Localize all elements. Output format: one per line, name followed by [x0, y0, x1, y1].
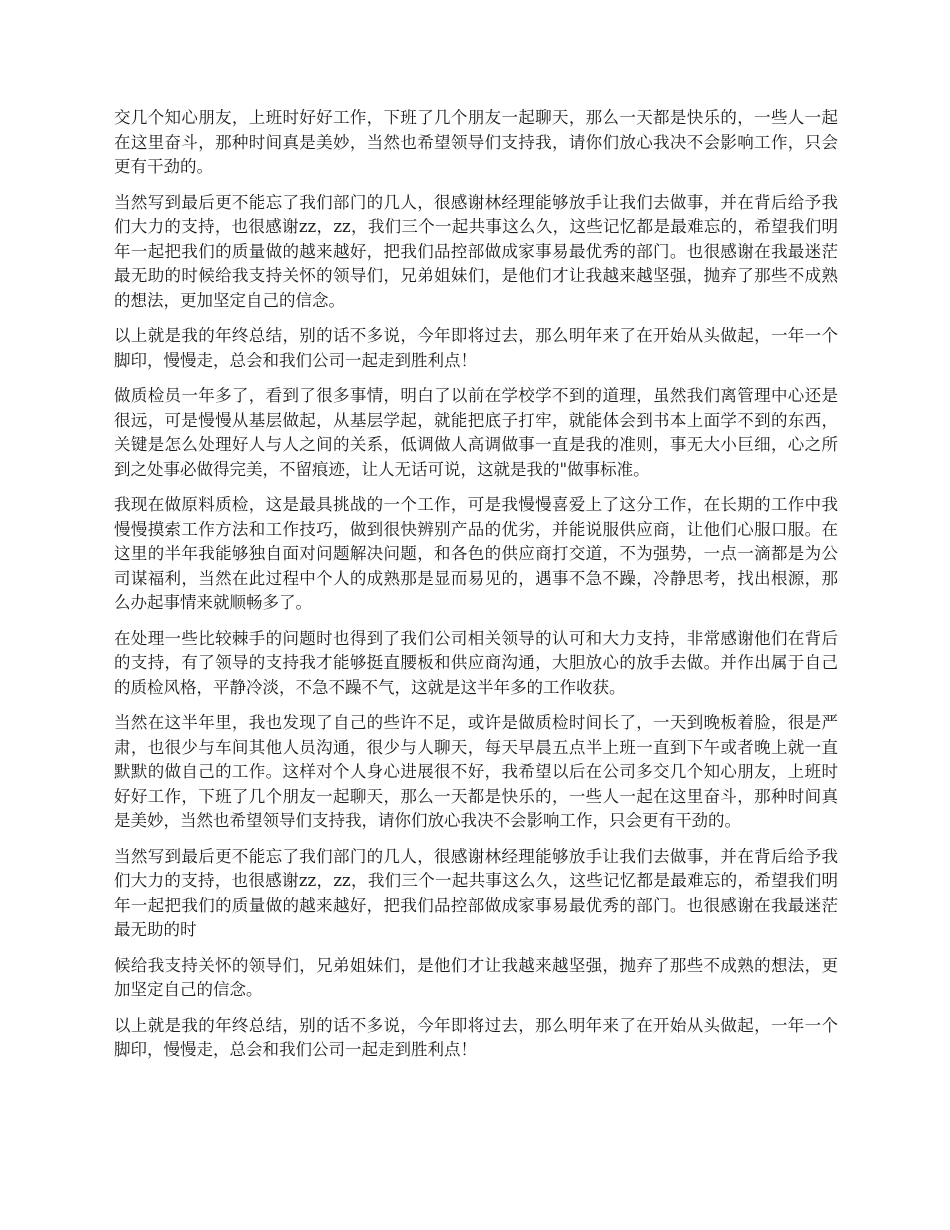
paragraph-3: 以上就是我的年终总结，别的话不多说，今年即将过去，那么明年来了在开始从头做起，一年一个脚印，慢慢走，总会和我们公司一起走到胜利点！ — [114, 326, 838, 370]
paragraph-9: 候给我支持关怀的领导们，兄弟姐妹们，是他们才让我越来越坚强，抛弃了那些不成熟的想法，更加坚定自己的信念。 — [114, 955, 838, 999]
paragraph-4: 做质检员一年多了，看到了很多事情，明白了以前在学校学不到的道理，虽然我们离管理中心还是很远，可是慢慢从基层做起，从基层学起，就能把底子打牢，就能体会到书本上面学不到的东西，关键是怎么处理好人与人之间的关系，低调做人高调做事一直是我的准则，事无大小巨细，心之所到之处事必做得完美，不留痕迹，让人无话可说，这就是我的"做事标准。 — [114, 386, 838, 479]
paragraph-1: 交几个知心朋友，上班时好好工作，下班了几个朋友一起聊天，那么一天都是快乐的，一些人一起在这里奋斗，那种时间真是美妙，当然也希望领导们支持我，请你们放心我决不会影响工作，只会更有干劲的。 — [114, 108, 838, 176]
paragraph-8: 当然写到最后更不能忘了我们部门的几人，很感谢林经理能够放手让我们去做事，并在背后给予我们大力的支持，也很感谢zz，zz，我们三个一起共事这么久，这些记忆都是最难忘的，希望我们明年一起把我们的质量做的越来越好，把我们品控部做成家事易最优秀的部门。也很感谢在我最迷茫最无助的时 — [114, 846, 838, 939]
document-body — [114, 106, 838, 1074]
paragraph-2: 当然写到最后更不能忘了我们部门的几人，很感谢林经理能够放手让我们去做事，并在背后给予我们大力的支持，也很感谢zz，zz，我们三个一起共事这么久，这些记忆都是最难忘的，希望我们明年一起把我们的质量做的越来越好，把我们品控部做成家事易最优秀的部门。也很感谢在我最迷茫最无助的时候给我支持关怀的领导们，兄弟姐妹们，是他们才让我越来越坚强，抛弃了那些不成熟的想法，更加坚定自己的信念。 — [114, 192, 838, 310]
paragraph-10: 以上就是我的年终总结，别的话不多说，今年即将过去，那么明年来了在开始从头做起，一年一个脚印，慢慢走，总会和我们公司一起走到胜利点！ — [114, 1015, 838, 1059]
paragraph-5: 我现在做原料质检，这是最具挑战的一个工作，可是我慢慢喜爱上了这分工作，在长期的工作中我慢慢摸索工作方法和工作技巧，做到很快辨别产品的优劣，并能说服供应商，让他们心服口服。在这里的半年我能够独自面对问题解决问题，和各色的供应商打交道，不为强势，一点一滴都是为公司谋福利，当然在此过程中个人的成熟那是显而易见的，遇事不急不躁，冷静思考，找出根源，那么办起事情来就顺畅多了。 — [114, 495, 838, 612]
paragraph-7: 当然在这半年里，我也发现了自己的些许不足，或许是做质检时间长了，一天到晚板着脸，很是严肃，也很少与车间其他人员沟通，很少与人聊天，每天早晨五点半上班一直到下午或者晚上就一直默默的做自己的工作。这样对个人身心进展很不好，我希望以后在公司多交几个知心朋友，上班时好好工作，下班了几个朋友一起聊天，那么一天都是快乐的，一些人一起在这里奋斗，那种时间真是美妙，当然也希望领导们支持我，请你们放心我决不会影响工作，只会更有干劲的。 — [114, 713, 838, 830]
paragraph-6: 在处理一些比较棘手的问题时也得到了我们公司相关领导的认可和大力支持，非常感谢他们在背后的支持，有了领导的支持我才能够挺直腰板和供应商沟通，大胆放心的放手去做。并作出属于自己的质检风格，平静冷淡，不急不躁不气，这就是这半年多的工作收获。 — [114, 628, 838, 697]
